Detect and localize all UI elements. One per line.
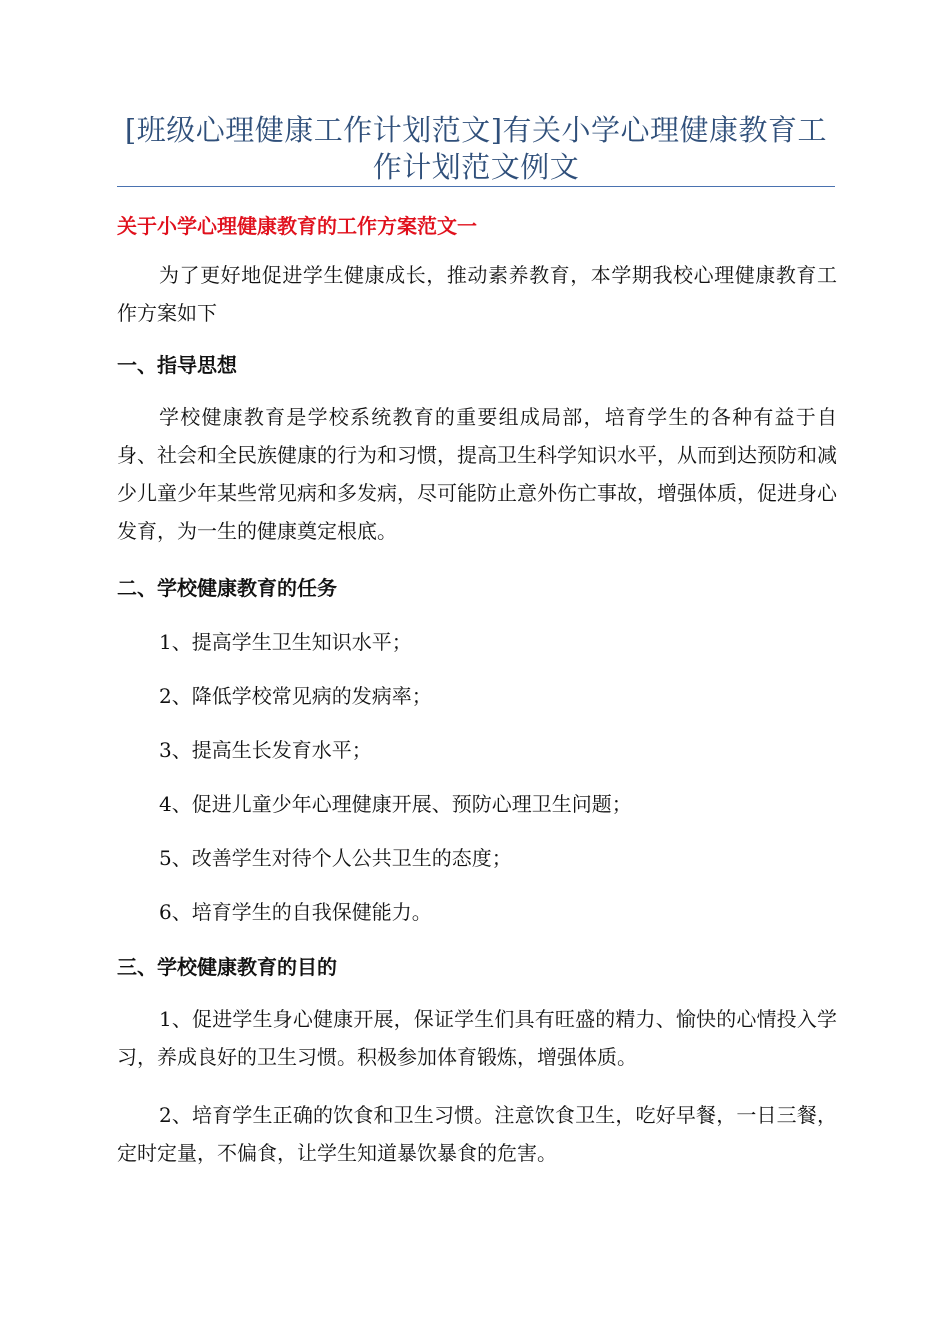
document-title xyxy=(117,112,835,186)
intro-paragraph: 为了更好地促进学生健康成长，推动素养教育，本学期我校心理健康教育工作方案如下 xyxy=(117,263,837,325)
list-item: 6、培育学生的自我保健能力。 xyxy=(159,900,432,924)
title-underline xyxy=(117,186,835,187)
title-line-2: 作计划范文例文 xyxy=(372,150,580,184)
section-heading-2: 二、学校健康教育的任务 xyxy=(117,576,337,600)
section-3-paragraph-2: 2、培育学生正确的饮食和卫生习惯。注意饮食卫生，吃好早餐，一日三餐，定时定量，不偏食，让学生知道暴饮暴食的危害。 xyxy=(117,1103,837,1165)
section-heading-1: 一、指导思想 xyxy=(117,353,237,377)
document-subtitle: 关于小学心理健康教育的工作方案范文一 xyxy=(117,214,477,238)
section-heading-3: 三、学校健康教育的目的 xyxy=(117,955,337,979)
list-item: 4、促进儿童少年心理健康开展、预防心理卫生问题； xyxy=(159,792,632,816)
list-item: 5、改善学生对待个人公共卫生的态度； xyxy=(159,846,512,870)
list-item: 2、降低学校常见病的发病率； xyxy=(159,684,432,708)
section-1-paragraph: 学校健康教育是学校系统教育的重要组成局部，培育学生的各种有益于自身、社会和全民族健康的行为和习惯，提高卫生科学知识水平，从而到达预防和减少儿童少年某些常见病和多发病，尽可能防止意外伤亡事故，增强体质，促进身心发育，为一生的健康奠定根底。 xyxy=(117,405,837,543)
list-item: 1、提高学生卫生知识水平； xyxy=(159,630,412,654)
list-item: 3、提高生长发育水平； xyxy=(159,738,372,762)
title-line-1: [班级心理健康工作计划范文]有关小学心理健康教育工 xyxy=(124,113,828,147)
section-3-paragraph-1: 1、促进学生身心健康开展，保证学生们具有旺盛的精力、愉快的心情投入学习，养成良好的卫生习惯。积极参加体育锻炼，增强体质。 xyxy=(117,1007,837,1069)
